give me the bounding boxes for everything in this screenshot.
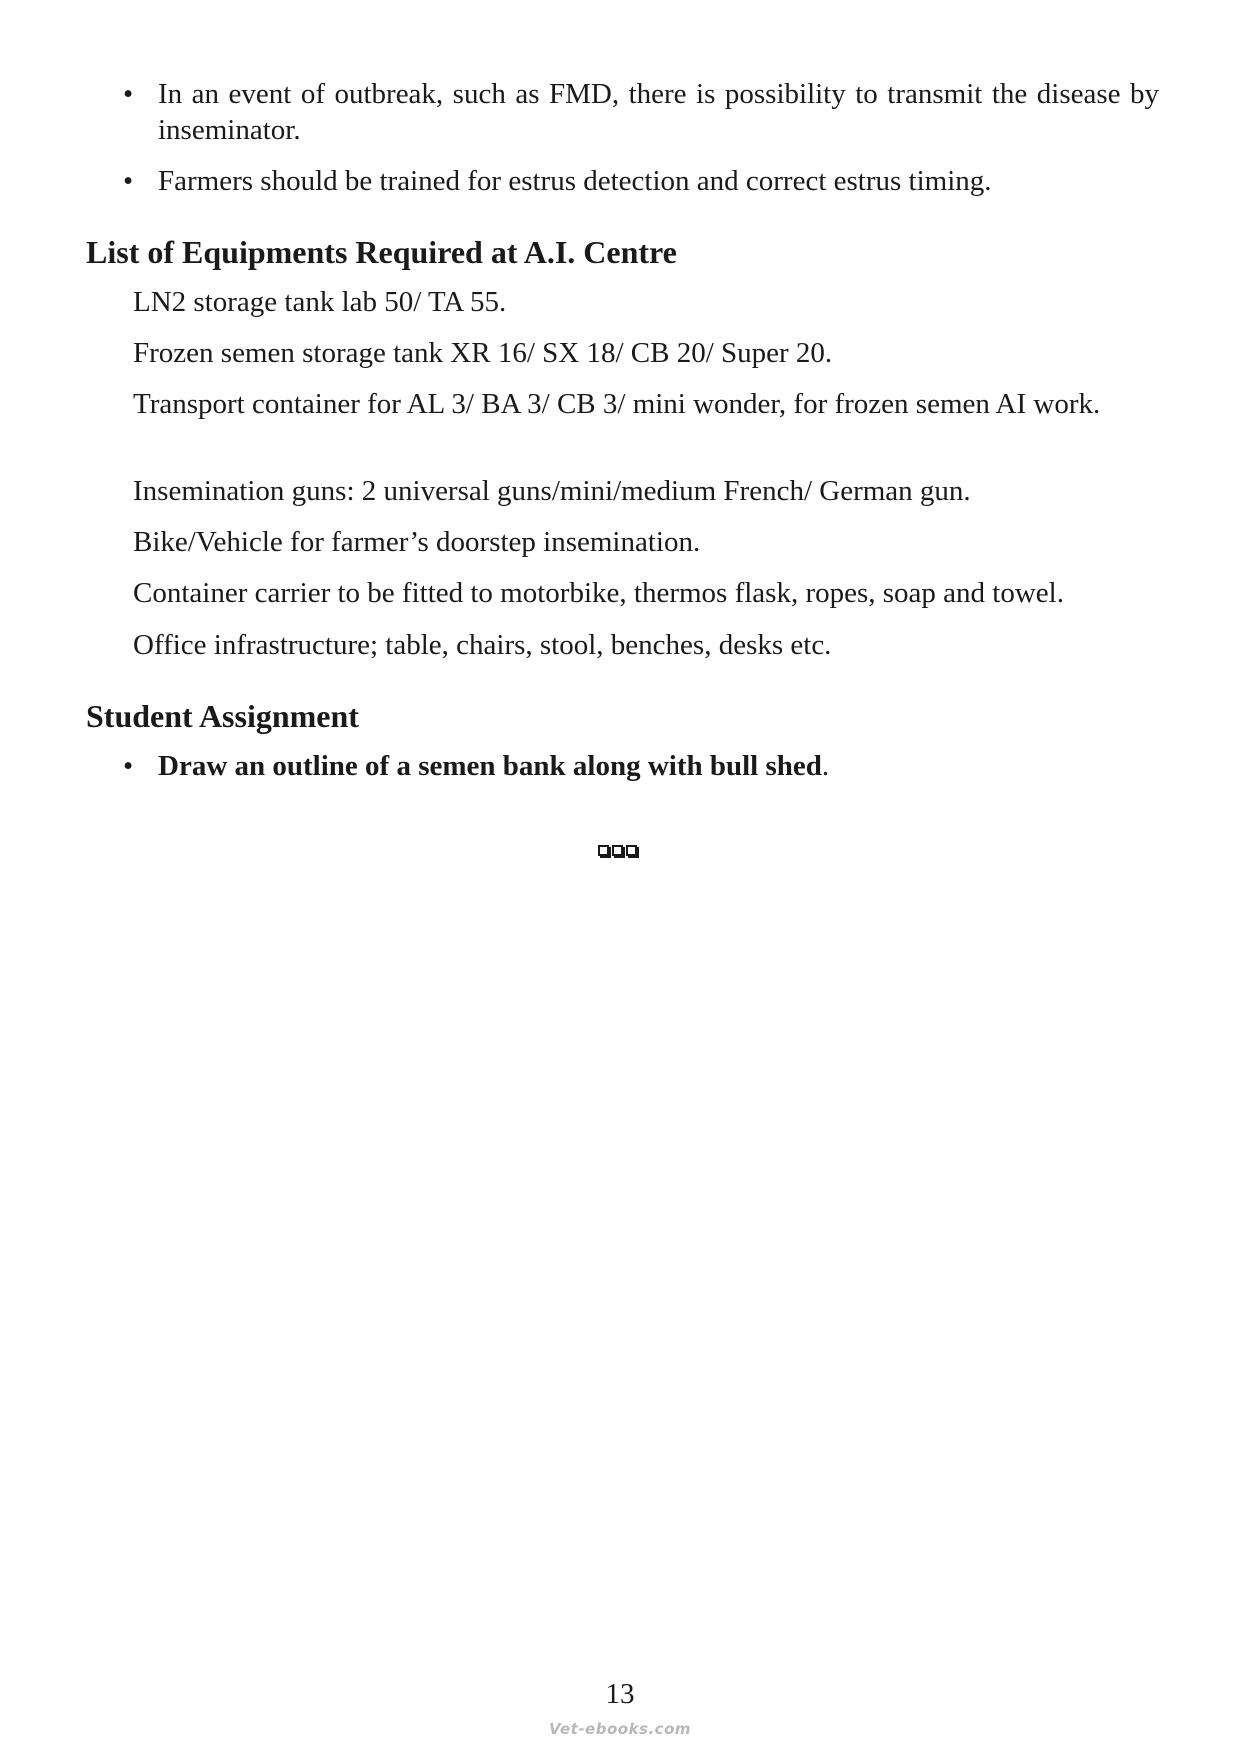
equipment-item: Container carrier to be fitted to motorbike, thermos flask, ropes, soap and towel.: [133, 577, 1064, 609]
assignment-text-end: .: [821, 750, 830, 782]
equipment-item: Transport container for AL 3/ BA 3/ CB 3/ mini wonder, for frozen semen AI work.: [133, 388, 1101, 420]
assignment-heading: Student Assignment: [86, 698, 359, 734]
ornament-square-icon: [598, 845, 609, 856]
section-end-ornament: [598, 845, 637, 856]
bullet-item-farmers-training: [123, 163, 1159, 199]
assignment-bullet-item: [123, 748, 1159, 784]
equipment-item: Office infrastructure; table, chairs, stool, benches, desks etc.: [133, 629, 832, 661]
equipment-item: LN2 storage tank lab 50/ TA 55.: [133, 286, 507, 318]
watermark-logo: Vet-ebooks.com: [548, 1720, 692, 1738]
equipment-item: Insemination guns: 2 universal guns/mini/medium French/ German gun.: [133, 475, 971, 507]
ornament-square-icon: [612, 845, 623, 856]
equipment-item: Frozen semen storage tank XR 16/ SX 18/ CB 20/ Super 20.: [133, 337, 833, 369]
assignment-text: [158, 748, 1159, 784]
equipment-item: Bike/Vehicle for farmer’s doorstep insemination.: [133, 526, 701, 558]
ornament-square-icon: [626, 845, 637, 856]
bullet-text: In an event of outbreak, such as FMD, there is possibility to transmit the disease by inseminator.: [158, 78, 1159, 146]
bullet-text: Farmers should be trained for estrus detection and correct estrus timing.: [158, 165, 992, 197]
page-number: 13: [605, 1678, 635, 1710]
assignment-text-bold: Draw an outline of a semen bank along with bull shed: [158, 750, 822, 782]
bullet-item-outbreak: [123, 76, 1159, 148]
equipment-heading: List of Equipments Required at A.I. Centre: [86, 234, 677, 270]
bullet-marker: •: [123, 165, 134, 197]
bullet-marker: •: [123, 78, 134, 110]
bullet-marker: •: [123, 750, 134, 782]
